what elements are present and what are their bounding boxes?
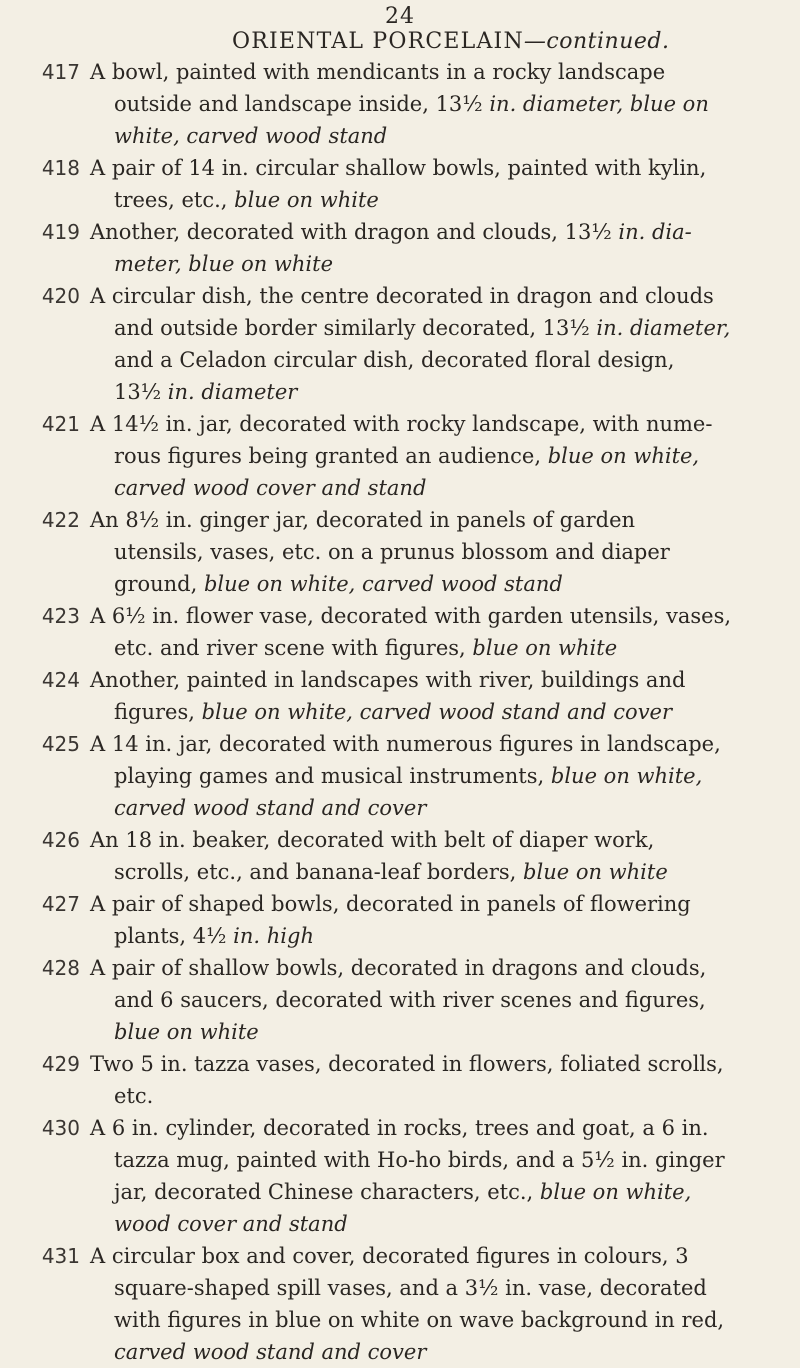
lot-description (90, 824, 760, 888)
description-line (90, 440, 760, 472)
section-heading (232, 29, 669, 54)
text: trees, etc., (114, 188, 235, 212)
description-line (90, 792, 760, 824)
description-line (90, 1176, 760, 1208)
lot-description (90, 408, 760, 504)
italic-text: blue on white, (550, 764, 703, 788)
text: scrolls, etc., and banana-leaf borders, (114, 860, 524, 884)
description-line (90, 504, 760, 536)
description-line (90, 984, 760, 1016)
lot-description (90, 664, 760, 728)
lot-description (90, 1240, 760, 1368)
description-line (90, 824, 760, 856)
description-line (90, 1272, 760, 1304)
description-line (90, 1144, 760, 1176)
description-line (90, 664, 760, 696)
lot-entry (0, 824, 800, 888)
lot-entry (0, 952, 800, 1048)
lot-number: 422 (41, 508, 80, 532)
italic-text: in. dia- (618, 220, 692, 244)
description-line (90, 56, 760, 88)
lot-entry (0, 56, 800, 152)
lot-number: 426 (41, 828, 80, 852)
text: and 6 saucers, decorated with river scenes and figures, (114, 988, 706, 1012)
lot-number: 419 (41, 220, 80, 244)
description-line (90, 1112, 760, 1144)
heading-continued: —continued. (523, 29, 670, 54)
text: figures, (114, 700, 202, 724)
italic-text: blue on white, (539, 1180, 692, 1204)
description-line (90, 696, 760, 728)
heading-title: ORIENTAL PORCELAIN (232, 29, 524, 54)
text: tazza mug, painted with Ho-ho birds, and a 5½ in. ginger (114, 1148, 725, 1172)
italic-text: in. diameter, (596, 316, 731, 340)
lot-description (90, 56, 760, 152)
lot-number: 431 (41, 1244, 80, 1268)
description-line (90, 1016, 760, 1048)
text: etc. and river scene with figures, (114, 636, 473, 660)
text: A 6½ in. flower vase, decorated with garden utensils, vases, (90, 604, 732, 628)
lot-entry (0, 888, 800, 952)
text: Another, decorated with dragon and clouds, 13½ (90, 220, 619, 244)
description-line (90, 120, 760, 152)
description-line (90, 1080, 760, 1112)
lot-description (90, 600, 760, 664)
text: A circular box and cover, decorated figures in colours, 3 (90, 1244, 689, 1268)
text: An 8½ in. ginger jar, decorated in panels of garden (90, 508, 636, 532)
description-line (90, 1240, 760, 1272)
lot-number: 424 (41, 668, 80, 692)
lot-entry (0, 1112, 800, 1240)
text: A 14½ in. jar, decorated with rocky landscape, with nume- (90, 412, 713, 436)
lot-number: 428 (41, 956, 80, 980)
description-line (90, 472, 760, 504)
lot-entry (0, 152, 800, 216)
text: and outside border similarly decorated, 13½ (114, 316, 597, 340)
text: Another, painted in landscapes with river, buildings and (90, 668, 686, 692)
description-line (90, 344, 760, 376)
description-line (90, 1208, 760, 1240)
lot-entry (0, 504, 800, 600)
lot-entry (0, 664, 800, 728)
italic-text: blue on white (472, 636, 618, 660)
italic-text: blue on white (114, 1020, 259, 1044)
lot-entry (0, 1240, 800, 1368)
lot-number: 423 (41, 604, 80, 628)
text: A pair of 14 in. circular shallow bowls, painted with kylin, (90, 156, 707, 180)
lot-entry (0, 1048, 800, 1112)
description-line (90, 1304, 760, 1336)
text: etc. (114, 1084, 154, 1108)
italic-text: white, carved wood stand (114, 124, 388, 148)
description-line (90, 1336, 760, 1368)
italic-text: blue on white (234, 188, 379, 212)
text: 13½ (114, 380, 168, 404)
italic-text: wood cover and stand (114, 1212, 348, 1236)
text: A 14 in. jar, decorated with numerous figures in landscape, (90, 732, 721, 756)
italic-text: in. diameter (167, 380, 298, 404)
italic-text: blue on white (523, 860, 668, 884)
lot-number: 420 (41, 284, 80, 308)
description-line (90, 312, 760, 344)
description-line (90, 728, 760, 760)
description-line (90, 632, 760, 664)
description-line (90, 184, 760, 216)
lot-description (90, 280, 760, 408)
italic-text: carved wood cover and stand (114, 476, 427, 500)
lot-description (90, 504, 760, 600)
text: utensils, vases, etc. on a prunus blossom and diaper (114, 540, 670, 564)
lot-number: 417 (41, 60, 80, 84)
italic-text: blue on white, carved wood stand and cover (201, 700, 673, 724)
lot-number: 429 (41, 1052, 80, 1076)
text: square-shaped spill vases, and a 3½ in. vase, decorated (114, 1276, 707, 1300)
text: playing games and musical instruments, (114, 764, 551, 788)
italic-text: blue on white, carved wood stand (203, 572, 563, 596)
text: A 6 in. cylinder, decorated in rocks, trees and goat, a 6 in. (90, 1116, 709, 1140)
description-line (90, 760, 760, 792)
lot-description (90, 952, 760, 1048)
lot-description (90, 152, 760, 216)
lot-description (90, 888, 760, 952)
lot-entry (0, 408, 800, 504)
lot-number: 430 (41, 1116, 80, 1140)
italic-text: carved wood stand and cover (114, 1340, 427, 1364)
italic-text: meter, blue on white (114, 252, 334, 276)
description-line (90, 248, 760, 280)
text: rous figures being granted an audience, (114, 444, 548, 468)
description-line (90, 920, 760, 952)
lot-description (90, 216, 760, 280)
lot-entry (0, 600, 800, 664)
description-line (90, 376, 760, 408)
lot-description (90, 728, 760, 824)
description-line (90, 536, 760, 568)
text: A pair of shaped bowls, decorated in panels of flowering (90, 892, 691, 916)
italic-text: in. high (233, 924, 314, 948)
text: A bowl, painted with mendicants in a rocky landscape (90, 60, 666, 84)
page-number: 24 (385, 4, 415, 29)
text: outside and landscape inside, 13½ (114, 92, 490, 116)
description-line (90, 152, 760, 184)
description-line (90, 856, 760, 888)
text: ground, (114, 572, 204, 596)
text: plants, 4½ (114, 924, 234, 948)
lot-entry (0, 728, 800, 824)
lot-number: 418 (41, 156, 80, 180)
description-line (90, 408, 760, 440)
lot-number: 425 (41, 732, 80, 756)
text: A circular dish, the centre decorated in dragon and clouds (90, 284, 714, 308)
description-line (90, 216, 760, 248)
italic-text: in. diameter, blue on (489, 92, 709, 116)
text: A pair of shallow bowls, decorated in dragons and clouds, (90, 956, 707, 980)
description-line (90, 888, 760, 920)
description-line (90, 280, 760, 312)
text: with figures in blue on white on wave background in red, (114, 1308, 725, 1332)
description-line (90, 600, 760, 632)
lot-number: 427 (41, 892, 80, 916)
lot-entry (0, 216, 800, 280)
lot-list (0, 56, 800, 1368)
lot-number: 421 (41, 412, 80, 436)
lot-entry (0, 280, 800, 408)
text: and a Celadon circular dish, decorated floral design, (114, 348, 675, 372)
description-line (90, 952, 760, 984)
lot-description (90, 1048, 760, 1112)
description-line (90, 568, 760, 600)
italic-text: carved wood stand and cover (114, 796, 427, 820)
lot-description (90, 1112, 760, 1240)
description-line (90, 88, 760, 120)
description-line (90, 1048, 760, 1080)
text: jar, decorated Chinese characters, etc., (114, 1180, 540, 1204)
text: Two 5 in. tazza vases, decorated in flowers, foliated scrolls, (90, 1052, 724, 1076)
text: An 18 in. beaker, decorated with belt of diaper work, (90, 828, 655, 852)
italic-text: blue on white, (547, 444, 700, 468)
